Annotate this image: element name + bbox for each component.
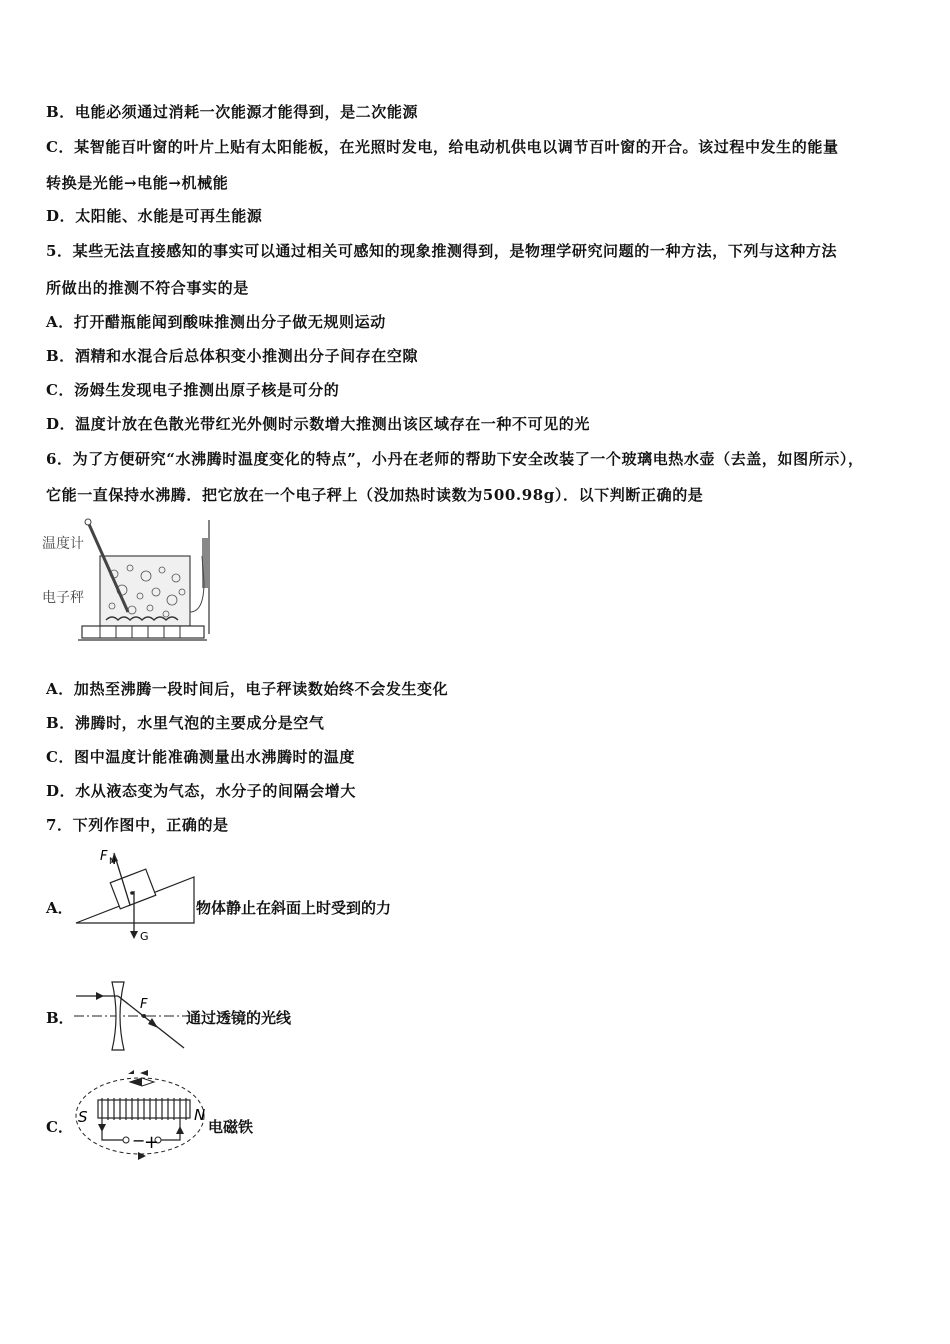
q7-option-b-caption: 通过透镜的光线 xyxy=(186,1009,292,1027)
option-c-q6: C．图中温度计能准确测量出水沸腾时的温度 xyxy=(46,748,355,766)
north-pole-label: N xyxy=(194,1106,206,1124)
option-a-q5: A．打开醋瓶能闻到酸味推测出分子做无规则运动 xyxy=(46,313,386,331)
option-d-q5: D．温度计放在色散光带红光外侧时示数增大推测出该区域存在一种不可见的光 xyxy=(46,415,591,433)
q7-option-c-caption: 电磁铁 xyxy=(208,1118,254,1136)
fn-label: F xyxy=(100,849,108,864)
incline-force-diagram xyxy=(74,845,200,945)
option-c-q4-line2: 转换是光能→电能→机械能 xyxy=(46,174,229,192)
option-c-q5: C．汤姆生发现电子推测出原子核是可分的 xyxy=(46,381,340,399)
q7-option-b-letter: B． xyxy=(46,1009,74,1027)
lens-ray-diagram xyxy=(74,978,190,1054)
option-b-q5: B．酒精和水混合后总体积变小推测出分子间存在空隙 xyxy=(46,347,419,365)
option-a-q6: A．加热至沸腾一段时间后，电子秤读数始终不会发生变化 xyxy=(46,680,449,698)
kettle-figure xyxy=(42,516,222,646)
fn-subscript: N xyxy=(109,857,116,867)
option-b-q4: B．电能必须通过消耗一次能源才能得到，是二次能源 xyxy=(46,103,419,121)
g-label: G xyxy=(140,930,149,943)
question-5-line1: 5．某些无法直接感知的事实可以通过相关可感知的现象推测得到，是物理学研究问题的一种方法，下列与这种方法 xyxy=(46,242,838,260)
scale-label: 电子秤 xyxy=(42,590,84,606)
option-b-q6: B．沸腾时，水里气泡的主要成分是空气 xyxy=(46,714,325,732)
q7-option-c-letter: C． xyxy=(46,1118,73,1136)
q7-option-a-letter: A． xyxy=(46,899,73,917)
question-5-line2: 所做出的推测不符合事实的是 xyxy=(46,279,249,297)
option-c-q4-line1: C．某智能百叶窗的叶片上贴有太阳能板，在光照时发电，给电动机供电以调节百叶窗的开合。该过程中发生的能量 xyxy=(46,138,839,156)
q7-option-a-caption: 物体静止在斜面上时受到的力 xyxy=(196,899,392,917)
question-6-line1: 6．为了方便研究“水沸腾时温度变化的特点”，小丹在老师的帮助下安全改装了一个玻璃电热水壶（去盖，如图所示）， xyxy=(46,450,864,468)
plus-terminal: + xyxy=(144,1132,160,1153)
focus-label: F xyxy=(140,997,148,1012)
south-pole-label: S xyxy=(78,1108,88,1126)
minus-terminal: − xyxy=(132,1131,146,1150)
thermometer-label: 温度计 xyxy=(42,536,84,552)
electromagnet-diagram xyxy=(74,1068,210,1164)
question-6-line2: 它能一直保持水沸腾．把它放在一个电子秤上（没加热时读数为500.98g）．以下判断正确的是 xyxy=(46,486,704,504)
option-d-q6: D．水从液态变为气态，水分子的间隔会增大 xyxy=(46,782,357,800)
option-d-q4: D．太阳能、水能是可再生能源 xyxy=(46,207,263,225)
question-7: 7．下列作图中，正确的是 xyxy=(46,816,229,834)
